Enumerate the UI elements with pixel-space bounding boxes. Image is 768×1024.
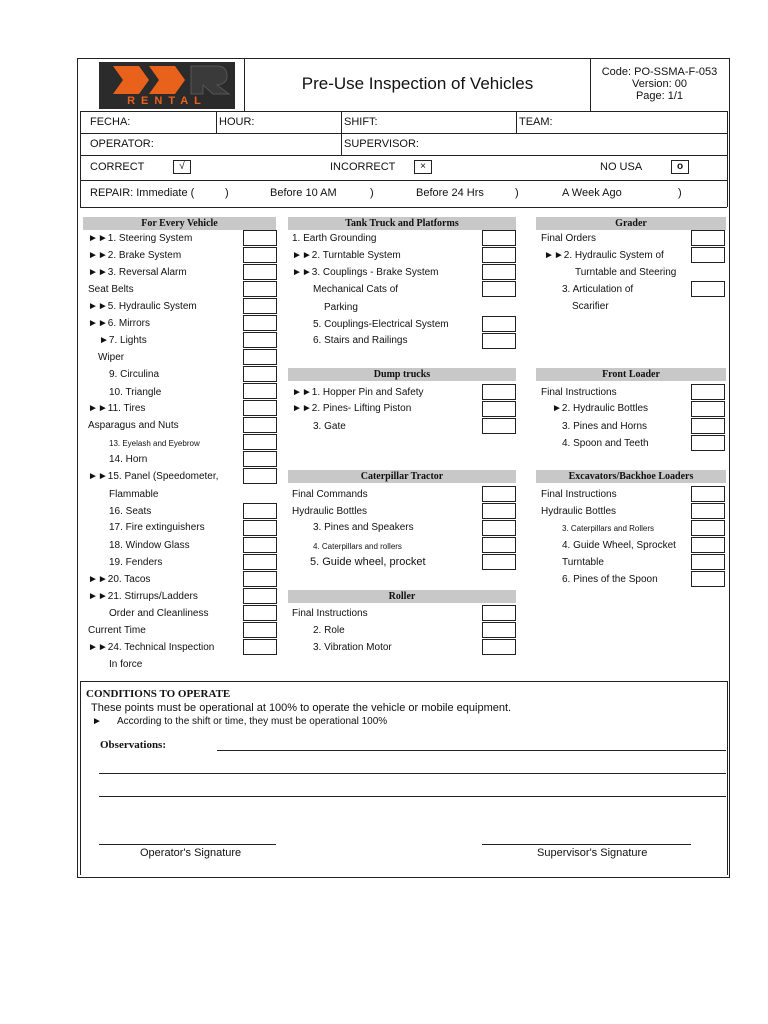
check-box[interactable] [691, 281, 725, 297]
list-item: 13. Eyelash and Eyebrow [109, 439, 200, 448]
check-box[interactable] [243, 349, 277, 365]
repair-paren-2: ) [370, 187, 374, 199]
repair-paren-4: ) [678, 187, 682, 199]
list-item: 3. Caterpillars and Rollers [562, 524, 655, 533]
check-box[interactable] [243, 503, 277, 519]
check-box[interactable] [243, 281, 277, 297]
check-box[interactable] [691, 230, 725, 246]
list-item: Mechanical Cats of [313, 284, 399, 295]
list-item: 1. Earth Grounding [292, 233, 377, 244]
list-item: ►►1. Steering System [88, 233, 193, 244]
check-box[interactable] [243, 554, 277, 570]
section-header-front-loader: Front Loader [536, 368, 726, 381]
list-item: ►►24. Technical Inspection [88, 642, 215, 653]
list-item: ►►11. Tires [88, 403, 146, 414]
list-item: 4. Guide Wheel, Sprocket [562, 540, 676, 551]
repair-before-24hrs: Before 24 Hrs [416, 187, 484, 199]
check-box[interactable] [691, 435, 725, 451]
check-box[interactable] [243, 520, 277, 536]
list-item: Asparagus and Nuts [88, 420, 179, 431]
list-item: Hydraulic Bottles [292, 506, 368, 517]
operator-label: OPERATOR: [90, 138, 154, 150]
list-item: ►►3. Couplings - Brake System [292, 267, 439, 278]
check-box[interactable] [243, 264, 277, 280]
section-header-tank-truck: Tank Truck and Platforms [288, 217, 516, 230]
list-item: Final Commands [292, 489, 368, 500]
page-title: Pre-Use Inspection of Vehicles [301, 74, 534, 93]
check-box[interactable] [691, 503, 725, 519]
section-header-dump-trucks: Dump trucks [288, 368, 516, 381]
operator-signature-label: Operator's Signature [140, 847, 242, 859]
list-item: Flammable [109, 489, 159, 500]
list-item: Final Instructions [292, 608, 368, 619]
document-code: Code: PO-SSMA-F-053 [601, 66, 718, 78]
list-item: Turntable [562, 557, 604, 568]
incorrect-mark-box: × [414, 160, 432, 174]
list-item: 3. Gate [313, 421, 346, 432]
list-item: ►►1. Hopper Pin and Safety [292, 387, 424, 398]
form-frame [77, 58, 730, 878]
check-box[interactable] [482, 333, 516, 349]
conditions-text: These points must be operational at 100% to operate the vehicle or mobile equipment. [91, 702, 512, 714]
check-box[interactable] [243, 315, 277, 331]
list-item: Scarifier [572, 301, 609, 312]
list-item: 19. Fenders [109, 557, 163, 568]
list-item: Turntable and Steering [575, 267, 677, 278]
repair-label: REPAIR: Immediate ( [90, 187, 195, 199]
check-box[interactable] [482, 503, 516, 519]
check-box[interactable] [691, 247, 725, 263]
list-item: 3. Vibration Motor [313, 642, 392, 653]
list-item: ►►5. Hydraulic System [88, 301, 197, 312]
list-item: ►►2. Brake System [88, 250, 182, 261]
list-item: 3. Pines and Horns [562, 421, 648, 432]
section-header-caterpillar: Caterpillar Tractor [288, 470, 516, 483]
conditions-title: CONDITIONS TO OPERATE [86, 688, 231, 700]
section-header-excavators: Excavators/Backhoe Loaders [536, 470, 726, 483]
list-item: 17. Fire extinguishers [109, 522, 205, 533]
list-item: ►►2. Pines- Lifting Piston [292, 403, 412, 414]
check-box[interactable] [243, 588, 277, 604]
check-box[interactable] [482, 281, 516, 297]
list-item: 5. Couplings-Electrical System [313, 319, 449, 330]
list-item: ►►3. Reversal Alarm [88, 267, 187, 278]
check-box[interactable] [482, 264, 516, 280]
repair-paren-3: ) [515, 187, 519, 199]
supervisor-signature-line[interactable] [482, 844, 691, 845]
check-box[interactable] [243, 366, 277, 382]
list-item: In force [109, 659, 143, 670]
list-item: Wiper [98, 352, 125, 363]
list-item: ►2. Hydraulic Bottles [552, 403, 649, 414]
bullet-icon: ► [92, 716, 102, 727]
correct-mark-box: √ [173, 160, 191, 174]
repair-week-ago: A Week Ago [562, 187, 622, 199]
list-item: ►►2. Hydraulic System of [544, 250, 664, 261]
list-item: Seat Belts [88, 284, 134, 295]
check-box[interactable] [243, 383, 277, 399]
document-code-block [592, 66, 727, 102]
list-item: ►►15. Panel (Speedometer, [88, 471, 219, 482]
supervisor-label: SUPERVISOR: [344, 138, 419, 150]
list-item: Parking [324, 302, 358, 313]
list-item: Hydraulic Bottles [541, 506, 617, 517]
conditions-subtext: According to the shift or time, they must be operational 100% [117, 716, 388, 727]
list-item: ►►2. Turntable System [292, 250, 401, 261]
section-header-every-vehicle: For Every Vehicle [83, 217, 276, 230]
check-box[interactable] [243, 622, 277, 638]
list-item: ►►20. Tacos [88, 574, 151, 585]
no-usa-label: NO USA [600, 161, 643, 173]
fecha-label: FECHA: [90, 116, 131, 128]
list-item: Final Instructions [541, 489, 617, 500]
section-header-roller: Roller [288, 590, 516, 603]
check-box[interactable] [243, 605, 277, 621]
operator-signature-line[interactable] [99, 844, 276, 845]
check-box[interactable] [482, 401, 516, 417]
list-item: 6. Stairs and Railings [313, 335, 408, 346]
check-box[interactable] [691, 571, 725, 587]
check-box[interactable] [243, 247, 277, 263]
list-item: 5. Guide wheel, procket [310, 556, 426, 568]
check-box[interactable] [243, 332, 277, 348]
document-version: Version: 00 [631, 78, 688, 90]
check-box[interactable] [691, 418, 725, 434]
list-item: ►►21. Stirrups/Ladders [88, 591, 198, 602]
check-box[interactable] [243, 434, 277, 450]
check-box[interactable] [691, 520, 725, 536]
list-item: Order and Cleanliness [109, 608, 209, 619]
check-box[interactable] [482, 230, 516, 246]
list-item: 10. Triangle [109, 387, 162, 398]
rental-logo [99, 62, 235, 109]
check-box[interactable] [691, 401, 725, 417]
team-label: TEAM: [519, 116, 553, 128]
check-box[interactable] [482, 384, 516, 400]
list-item: ►►6. Mirrors [88, 318, 151, 329]
check-box[interactable] [482, 316, 516, 332]
observations-label: Observations: [100, 739, 166, 751]
list-item: 14. Horn [109, 454, 148, 465]
logo-text: RENTAL [127, 95, 207, 107]
list-item: 3. Articulation of [562, 284, 634, 295]
correct-label: CORRECT [90, 161, 145, 173]
supervisor-signature-label: Supervisor's Signature [537, 847, 648, 859]
list-item: 16. Seats [109, 506, 152, 517]
list-item: 4. Spoon and Teeth [562, 438, 649, 449]
list-item: 3. Pines and Speakers [313, 522, 414, 533]
list-item: 4. Caterpillars and rollers [313, 542, 402, 551]
check-box[interactable] [243, 571, 277, 587]
list-item: 6. Pines of the Spoon [562, 574, 658, 585]
repair-paren-1: ) [225, 187, 229, 199]
hour-label: HOUR: [219, 116, 255, 128]
check-box[interactable] [691, 554, 725, 570]
check-box[interactable] [243, 400, 277, 416]
check-box[interactable] [243, 417, 277, 433]
list-item: 2. Role [313, 625, 345, 636]
list-item: 18. Window Glass [109, 540, 190, 551]
incorrect-label: INCORRECT [330, 161, 396, 173]
repair-before-10am: Before 10 AM [270, 187, 337, 199]
observations-line[interactable] [99, 796, 726, 797]
check-box[interactable] [482, 418, 516, 434]
list-item: ►7. Lights [99, 335, 147, 346]
list-item: 9. Circulina [109, 369, 160, 380]
check-box[interactable] [691, 537, 725, 553]
no-usa-mark-box: o [671, 160, 689, 174]
check-box[interactable] [243, 451, 277, 467]
list-item: Final Orders [541, 233, 597, 244]
shift-label: SHIFT: [344, 116, 378, 128]
check-box[interactable] [482, 622, 516, 638]
check-box[interactable] [482, 605, 516, 621]
section-header-grader: Grader [536, 217, 726, 230]
check-box[interactable] [482, 486, 516, 502]
observations-line[interactable] [217, 750, 726, 751]
check-box[interactable] [243, 468, 277, 484]
check-box[interactable] [482, 537, 516, 553]
check-box[interactable] [243, 639, 277, 655]
list-item: Current Time [88, 625, 146, 636]
observations-line[interactable] [99, 773, 726, 774]
check-box[interactable] [243, 537, 277, 553]
check-box[interactable] [482, 554, 516, 570]
document-page: Page: 1/1 [635, 90, 684, 102]
list-item: Final Instructions [541, 387, 617, 398]
check-box[interactable] [243, 230, 277, 246]
check-box[interactable] [482, 520, 516, 536]
check-box[interactable] [243, 298, 277, 314]
check-box[interactable] [691, 384, 725, 400]
check-box[interactable] [482, 247, 516, 263]
check-box[interactable] [482, 639, 516, 655]
check-box[interactable] [691, 486, 725, 502]
